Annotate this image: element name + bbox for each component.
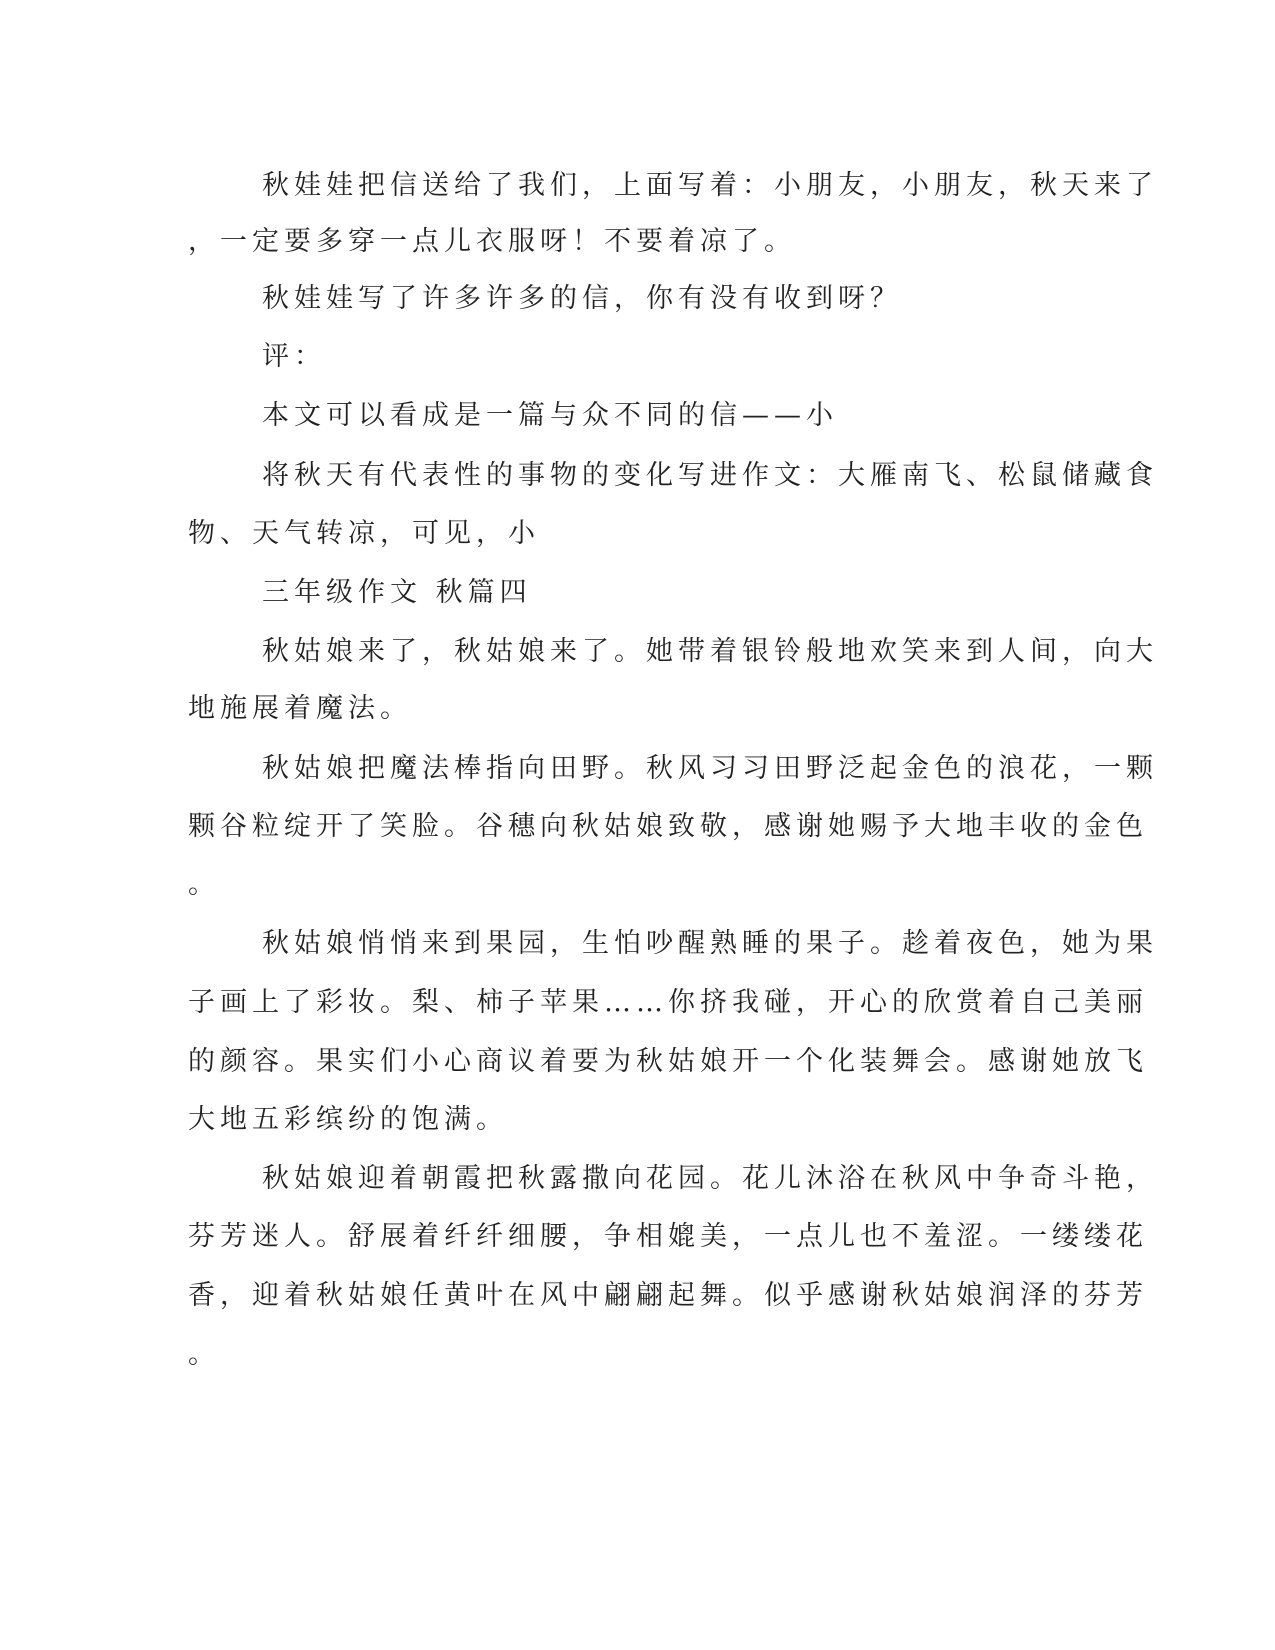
text-line: 秋娃娃把信送给了我们，上面写着：小朋友，小朋友，秋天来了 bbox=[262, 170, 1158, 201]
text-line: 地施展着魔法。 bbox=[188, 693, 412, 724]
text-line: 秋姑娘悄悄来到果园，生怕吵醒熟睡的果子。趁着夜色，她为果 bbox=[262, 928, 1158, 959]
section-heading: 三年级作文 秋篇四 bbox=[262, 577, 532, 608]
text-line: 物、天气转凉，可见，小 bbox=[188, 518, 540, 549]
text-line: 。 bbox=[188, 869, 220, 900]
text-line: 本文可以看成是一篇与众不同的信——小 bbox=[262, 400, 838, 431]
text-line: 评： bbox=[262, 341, 326, 372]
text-line: 秋娃娃写了许多许多的信，你有没有收到呀？ bbox=[262, 283, 902, 314]
text-line: 将秋天有代表性的事物的变化写进作文：大雁南飞、松鼠储藏食 bbox=[262, 460, 1158, 491]
text-line: 秋姑娘迎着朝霞把秋露撒向花园。花儿沐浴在秋风中争奇斗艳， bbox=[262, 1163, 1158, 1194]
text-line: 的颜容。果实们小心商议着要为秋姑娘开一个化装舞会。感谢她放飞 bbox=[188, 1046, 1148, 1077]
text-line: 大地五彩缤纷的饱满。 bbox=[188, 1104, 508, 1135]
text-line: ，一定要多穿一点儿衣服呀！不要着凉了。 bbox=[188, 226, 796, 257]
text-line: 香，迎着秋姑娘任黄叶在风中翩翩起舞。似乎感谢秋姑娘润泽的芬芳 bbox=[188, 1280, 1148, 1311]
text-line: 。 bbox=[188, 1339, 220, 1370]
text-line: 子画上了彩妆。梨、柿子苹果……你挤我碰，开心的欣赏着自己美丽 bbox=[188, 987, 1148, 1018]
text-line: 秋姑娘把魔法棒指向田野。秋风习习田野泛起金色的浪花，一颗 bbox=[262, 753, 1158, 784]
text-line: 颗谷粒绽开了笑脸。谷穗向秋姑娘致敬，感谢她赐予大地丰收的金色 bbox=[188, 811, 1148, 842]
text-line: 芬芳迷人。舒展着纤纤细腰，争相媲美，一点儿也不羞涩。一缕缕花 bbox=[188, 1221, 1148, 1252]
text-line: 秋姑娘来了，秋姑娘来了。她带着银铃般地欢笑来到人间，向大 bbox=[262, 636, 1158, 667]
